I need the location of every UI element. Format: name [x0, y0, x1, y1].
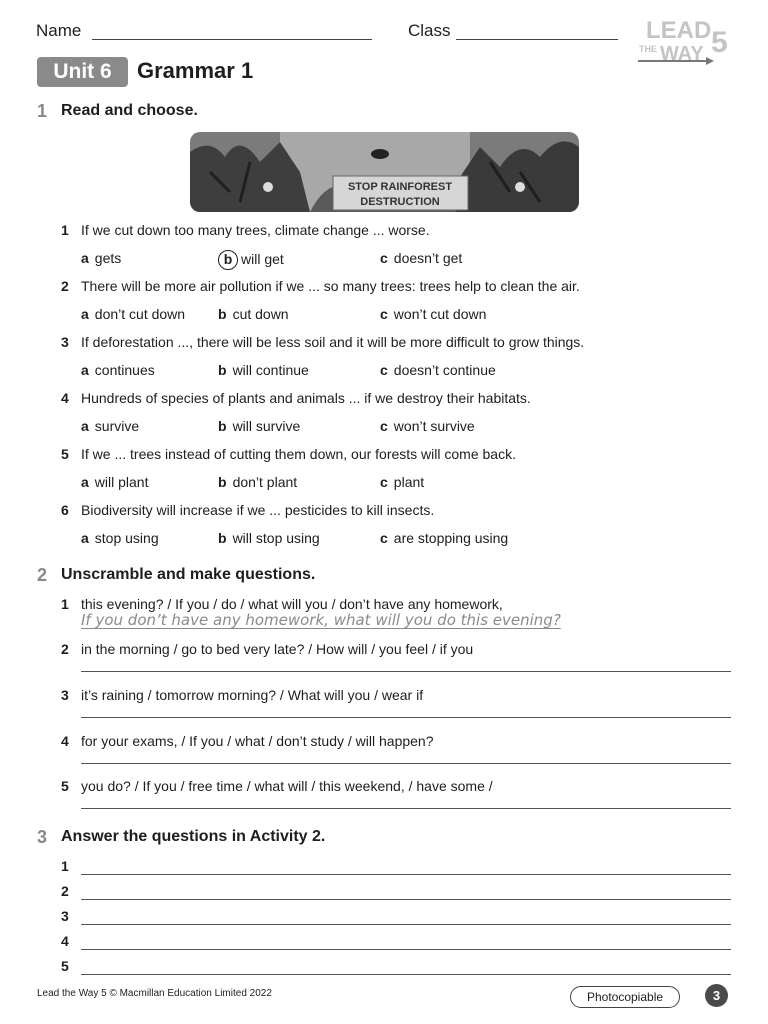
option-text: won’t survive	[393, 418, 475, 434]
answer-line[interactable]	[81, 899, 731, 900]
page-number: 3	[705, 984, 728, 1007]
option-letter: b	[218, 306, 227, 322]
lead-the-way-logo	[636, 14, 736, 70]
answer-option-b[interactable]	[218, 362, 309, 378]
answer-line[interactable]	[81, 974, 731, 975]
option-text: cut down	[232, 306, 289, 322]
option-text: are stopping using	[393, 530, 509, 546]
option-letter: c	[380, 306, 388, 322]
option-text: will get	[241, 251, 284, 267]
class-field[interactable]	[456, 39, 618, 40]
item-number: 2	[61, 641, 69, 657]
answer-option-c[interactable]	[380, 530, 508, 546]
question-text: Hundreds of species of plants and animals ... if we destroy their habitats.	[81, 390, 531, 406]
option-letter-circled: b	[218, 250, 238, 270]
question-number: 5	[61, 446, 69, 462]
scrambled-text: in the morning / go to bed very late? / How will / you feel / if you	[81, 641, 474, 657]
answer-option-b[interactable]	[218, 306, 289, 322]
answer-line[interactable]	[81, 949, 731, 950]
model-answer: If you don’t have any homework, what will you do this evening?	[81, 611, 561, 629]
scrambled-text: this evening? / If you / do / what will you / don’t have any homework,	[81, 596, 503, 612]
activity-3-number: 3	[37, 827, 48, 847]
name-field[interactable]	[92, 39, 372, 40]
activity-3-title: Answer the questions in Activity 2.	[61, 828, 326, 845]
answer-option-b[interactable]	[218, 250, 284, 270]
activity-2-title: Unscramble and make questions.	[61, 566, 316, 583]
option-text: survive	[94, 418, 140, 434]
option-text: don’t cut down	[94, 306, 186, 322]
scrambled-text: you do? / If you / free time / what will / this weekend, / have some /	[81, 778, 493, 794]
scrambled-text: for your exams, / If you / what / don’t study / will happen?	[81, 733, 434, 749]
option-letter: c	[380, 530, 388, 546]
option-letter: c	[380, 362, 388, 378]
unit-badge: Unit 6	[37, 57, 128, 87]
option-text: will survive	[232, 418, 301, 434]
answer-number: 2	[61, 883, 69, 899]
answer-option-b[interactable]	[218, 530, 320, 546]
item-number: 4	[61, 733, 69, 749]
question-text: If deforestation ..., there will be less soil and it will be more difficult to grow things.	[81, 334, 585, 350]
answer-number: 5	[61, 958, 69, 974]
option-letter: c	[380, 474, 388, 490]
photocopiable-badge: Photocopiable	[570, 986, 680, 1008]
answer-option-c[interactable]	[380, 418, 475, 434]
option-letter: b	[218, 530, 227, 546]
question-text: There will be more air pollution if we ... so many trees: trees help to clean the air.	[81, 278, 580, 294]
answer-number: 3	[61, 908, 69, 924]
class-label: Class	[408, 21, 451, 40]
option-letter: a	[81, 250, 89, 266]
answer-number: 1	[61, 858, 69, 874]
option-letter: b	[218, 362, 227, 378]
option-letter: b	[218, 418, 227, 434]
banner-sign-line-2: DESTRUCTION	[360, 196, 440, 208]
answer-option-b[interactable]	[218, 418, 300, 434]
option-text: doesn’t get	[393, 250, 463, 266]
option-text: won’t cut down	[393, 306, 487, 322]
name-label: Name	[36, 21, 82, 40]
item-number: 5	[61, 778, 69, 794]
activity-1-number: 1	[37, 101, 48, 121]
activity-2-number: 2	[37, 565, 48, 585]
answer-option-c[interactable]	[380, 474, 424, 490]
option-text: gets	[94, 250, 122, 266]
answer-option-c[interactable]	[380, 362, 496, 378]
option-text: will plant	[94, 474, 149, 490]
answer-option-a[interactable]	[81, 474, 149, 490]
option-text: plant	[393, 474, 425, 490]
question-number: 6	[61, 502, 69, 518]
answer-option-a[interactable]	[81, 306, 185, 322]
banner-sign-line-1: STOP RAINFOREST	[347, 181, 453, 193]
option-text: will stop using	[232, 530, 320, 546]
answer-number: 4	[61, 933, 69, 949]
option-letter: c	[380, 418, 388, 434]
question-number: 3	[61, 334, 69, 350]
activity-1-title: Read and choose.	[61, 102, 198, 119]
option-letter: a	[81, 418, 89, 434]
item-number: 1	[61, 596, 69, 612]
answer-option-a[interactable]	[81, 250, 121, 266]
option-letter: a	[81, 530, 89, 546]
answer-line[interactable]	[81, 763, 731, 764]
option-text: continues	[94, 362, 155, 378]
option-letter: a	[81, 306, 89, 322]
question-number: 2	[61, 278, 69, 294]
option-text: will continue	[232, 362, 309, 378]
option-letter: b	[218, 474, 227, 490]
copyright-text: Lead the Way 5 © Macmillan Education Limited 2022	[37, 988, 272, 999]
option-letter: c	[380, 250, 388, 266]
option-text: doesn’t continue	[393, 362, 496, 378]
answer-option-c[interactable]	[380, 250, 462, 266]
question-text: Biodiversity will increase if we ... pesticides to kill insects.	[81, 502, 435, 518]
answer-option-a[interactable]	[81, 418, 139, 434]
question-text: If we ... trees instead of cutting them down, our forests will come back.	[81, 446, 516, 462]
scrambled-text: it’s raining / tomorrow morning? / What will you / wear if	[81, 687, 424, 703]
svg-text:5: 5	[711, 26, 728, 59]
question-number: 4	[61, 390, 69, 406]
answer-option-a[interactable]	[81, 530, 159, 546]
answer-option-c[interactable]	[380, 306, 486, 322]
svg-text:WAY: WAY	[660, 43, 704, 65]
page-title: Grammar 1	[137, 58, 254, 83]
answer-line[interactable]	[81, 924, 731, 925]
rainforest-banner-image	[190, 132, 579, 212]
option-text: stop using	[94, 530, 159, 546]
item-number: 3	[61, 687, 69, 703]
answer-line[interactable]	[81, 717, 731, 718]
answer-line[interactable]	[81, 808, 731, 809]
answer-line[interactable]	[81, 874, 731, 875]
option-text: don’t plant	[232, 474, 298, 490]
answer-option-a[interactable]	[81, 362, 155, 378]
question-number: 1	[61, 222, 69, 238]
svg-text:LEAD: LEAD	[646, 17, 712, 44]
answer-option-b[interactable]	[218, 474, 297, 490]
svg-text:THE: THE	[639, 44, 657, 54]
question-text: If we cut down too many trees, climate change ... worse.	[81, 222, 430, 238]
option-letter: a	[81, 362, 89, 378]
option-letter: a	[81, 474, 89, 490]
answer-line[interactable]	[81, 671, 731, 672]
